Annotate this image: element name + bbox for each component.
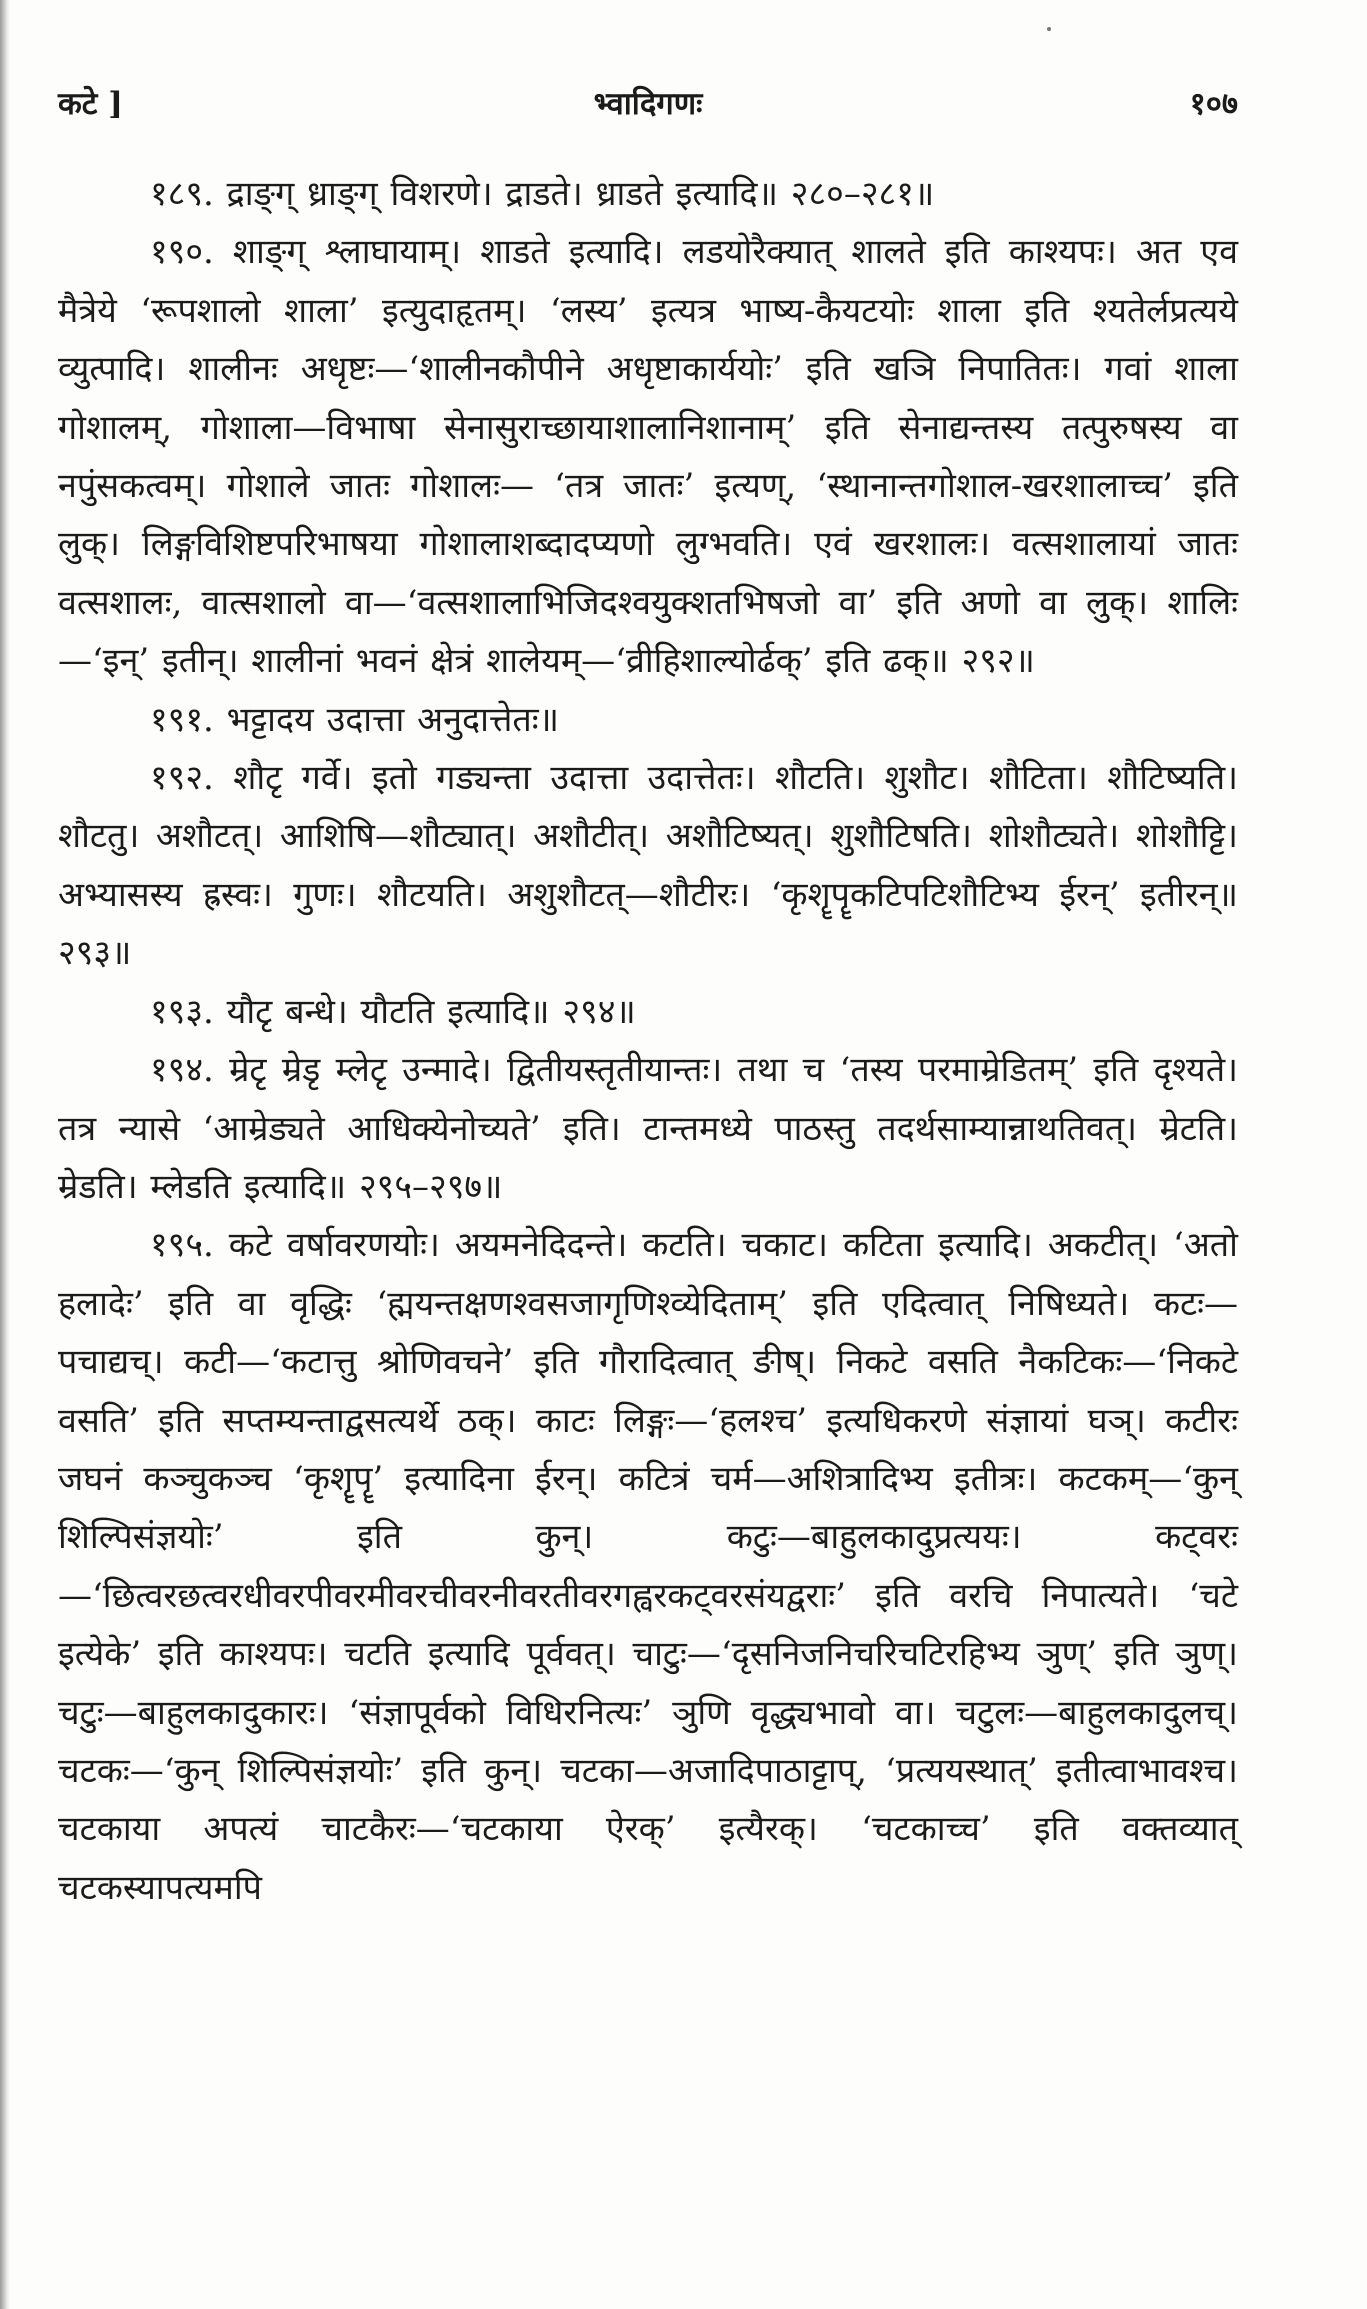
page-number: १०७ [1189, 86, 1238, 122]
header-chapter-title: भ्वादिगणः [593, 86, 703, 122]
paragraph-192: १९२. शौटृ गर्वे। इतो गड्यन्ता उदात्ता उदात्तेतः। शौटति। शुशौट। शौटिता। शौटिष्यति। शौटतु। अशौटत्। आशिषि—शौट्यात्। अशौटीत्। अशौटिष्यत्। शुशौटिषति। शोशौट्यते। शोशौट्टि। अभ्यासस्य ह्रस्वः। गुणः। शौटयति। अशुशौटत्—शौटीरः। ‘कृशॄपॄकटिपटिशौटिभ्य ईरन्’ इतीरन्॥ २९३॥ [58, 758, 1238, 974]
paragraph-195: १९५. कटे वर्षावरणयोः। अयमनेदिदन्ते। कटति। चकाट। कटिता इत्यादि। अकटीत्। ‘अतो हलादेः’ इति वा वृद्धिः ‘ह्मयन्तक्षणश्वसजागृणिश्व्येदिताम्’ इति एदित्वात् निषिध्यते। कटः—पचाद्यच्। कटी—‘कटात्तु श्रोणिवचने’ इति गौरादित्वात् ङीष्। निकटे वसति नैकटिकः—‘निकटे वसति’ इति सप्तम्यन्ताद्वसत्यर्थे ठक्। काटः लिङ्गः—‘हलश्च’ इत्यधिकरणे संज्ञायां घञ्। कटीरः जघनं कञ्चुकञ्च ‘कृशॄपॄ’ इत्यादिना ईरन्। कटित्रं चर्म—अशित्रादिभ्य इतीत्रः। कटकम्—‘कुन् शिल्पिसंज्ञयोः’ इति कुन्। कटुः—बाहुलकादुप्रत्ययः। कट्वरः—‘छित्वरछत्वरधीवरपीवरमीवरचीवरनीवरतीवरगह्वरकट्वरसंयद्वराः’ इति वरचि निपात्यते। ‘चटे इत्येके’ इति काश्यपः। चटति इत्यादि पूर्ववत्। चाटुः—‘दृसनिजनिचरिचटिरहिभ्य ञुण्’ इति ञुण्। चटुः—बाहुलकादुकारः। ‘संज्ञापूर्वको विधिरनित्यः’ ञुणि वृद्ध्यभावो वा। चटुलः—बाहुलकादुलच्। चटकः—‘कुन् शिल्पिसंज्ञयोः’ इति कुन्। चटका—अजादिपाठाट्टाप्, ‘प्रत्ययस्थात्’ इतीत्वाभावश्च। चटकाया अपत्यं चाटकैरः—‘चटकाया ऐरक्’ इत्यैरक्। ‘चटकाच्च’ इति वक्तव्यात् चटकस्यापत्यमपि [58, 1225, 1238, 1908]
paragraph-193: १९३. यौटृ बन्धे। यौटति इत्यादि॥ २९४॥ [150, 991, 636, 1032]
running-header [58, 82, 1238, 142]
scan-speck [1047, 27, 1051, 31]
paragraph-189: १८९. द्राङ्ग् ध्राङ्ग् विशरणे। द्राडते। ध्राडते इत्यादि॥ २८०–२८१॥ [150, 174, 935, 214]
header-section-mark: कटे ] [58, 86, 123, 122]
commentary-body [58, 165, 1238, 1917]
paragraph-191: १९१. भट्टादय उदात्ता अनुदात्तेतः॥ [150, 699, 559, 740]
binding-shadow [0, 0, 10, 2309]
paragraph-190: १९०. शाङ्ग् श्लाघायाम्। शाडते इत्यादि। लडयोरैक्यात् शालते इति काश्यपः। अत एव मैत्रेये ‘रूपशालो शाला’ इत्युदाहृतम्। ‘लस्य’ इत्यत्र भाष्य-कैयटयोः शाला इति श्यतेर्लप्रत्यये व्युत्पादि। शालीनः अधृष्टः—‘शालीनकौपीने अधृष्टाकार्ययोः’ इति खञि निपातितः। गवां शाला गोशालम्, गोशाला—विभाषा सेनासुराच्छायाशालानिशानाम्’ इति सेनाद्यन्तस्य तत्पुरुषस्य वा नपुंसकत्वम्। गोशाले जातः गोशालः— ‘तत्र जातः’ इत्यण्, ‘स्थानान्तगोशाल-खरशालाच्च’ इति लुक्। लिङ्गविशिष्टपरिभाषया गोशालाशब्दादप्यणो लुग्भवति। एवं खरशालः। वत्सशालायां जातः वत्सशालः, वात्सशालो वा—‘वत्सशालाभिजिदश्वयुक्शतभिषजो वा’ इति अणो वा लुक्। शालिः—‘इन्’ इतीन्। शालीनां भवनं क्षेत्रं शालेयम्—‘व्रीहिशाल्योर्ढक्’ इति ढक्॥ २९२॥ [58, 232, 1238, 682]
paragraph-194: १९४. म्रेटृ म्रेडृ म्लेटृ उन्मादे। द्वितीयस्तृतीयान्तः। तथा च ‘तस्य परमाम्रेडितम्’ इति दृश्यते। तत्र न्यासे ‘आम्रेड्यते आधिक्येनोच्यते’ इति। टान्तमध्ये पाठस्तु तदर्थसाम्यान्नाथतिवत्। म्रेटति। म्रेडति। म्लेडति इत्यादि॥ २९५–२९७॥ [58, 1050, 1238, 1207]
